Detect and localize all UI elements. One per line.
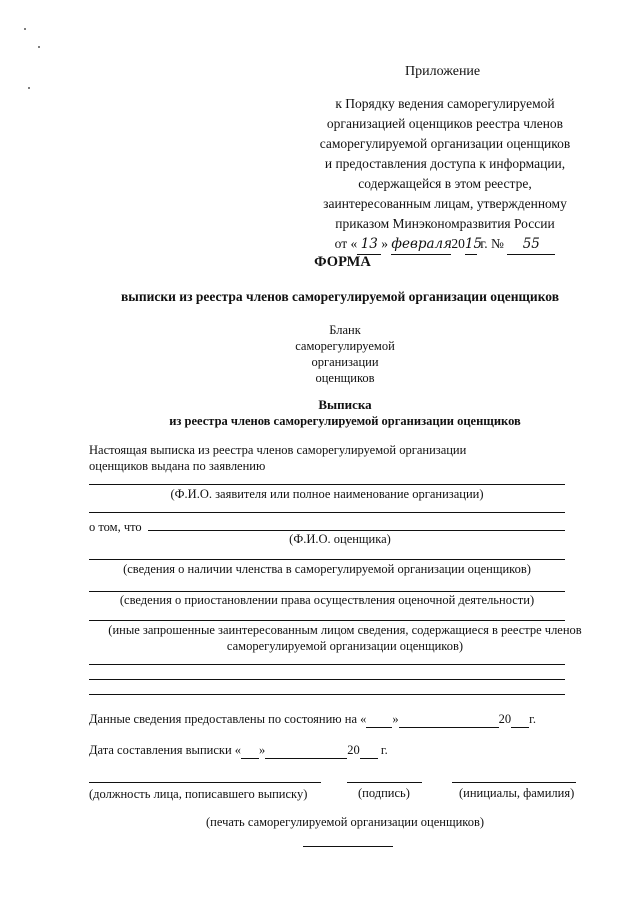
other-info-line-2[interactable] — [89, 679, 565, 680]
order-date-line — [300, 234, 590, 255]
compile-date-line — [89, 743, 388, 759]
year-prefix: 20 — [451, 236, 465, 251]
data-state-year-prefix: 20 — [498, 712, 512, 726]
order-number: 55 — [507, 234, 555, 255]
number-label: г. № — [480, 236, 504, 251]
other-info-field-line[interactable] — [89, 620, 565, 621]
caption-appraiser: (Ф.И.О. оценщика) — [289, 532, 391, 546]
caption-suspension: (сведения о приостановлении права осуществления оценочной деятельности) — [119, 593, 535, 607]
data-state-month-field[interactable] — [399, 712, 499, 728]
caption-applicant: (Ф.И.О. заявителя или полное наименование организации) — [170, 487, 484, 501]
compile-year-field[interactable] — [360, 743, 378, 759]
compile-month-field[interactable] — [265, 743, 347, 759]
appendix-block — [300, 62, 590, 255]
about-field-line[interactable] — [148, 530, 565, 531]
letterhead-line: оценщиков — [315, 371, 375, 385]
data-state-line — [89, 712, 536, 728]
extract-title: Выписка — [318, 397, 372, 412]
appendix-line: организацией оценщиков реестра членов — [326, 116, 564, 131]
order-month: февраля — [391, 234, 451, 255]
applicant-field-line[interactable] — [89, 484, 565, 485]
appendix-line: содержащейся в этом реестре, — [358, 176, 532, 191]
compile-suffix: г. — [380, 743, 388, 757]
caption-name: (инициалы, фамилия) — [459, 786, 575, 800]
form-subtitle: выписки из реестра членов саморегулируемой организации оценщиков — [120, 289, 559, 304]
letterhead-line: саморегулируемой — [295, 339, 395, 353]
other-info-line-1[interactable] — [89, 664, 565, 665]
extract-subtitle: из реестра членов саморегулируемой организации оценщиков — [169, 414, 521, 428]
intro-line: оценщиков выдана по заявлению — [89, 459, 266, 473]
scan-dot — [28, 87, 30, 89]
caption-other-line: (иные запрошенные заинтересованным лицом сведения, содержащиеся в реестре членов — [108, 623, 582, 637]
signature-field-line[interactable] — [347, 782, 422, 783]
caption-other — [80, 622, 610, 654]
letterhead-line: организации — [311, 355, 379, 369]
compile-day-field[interactable] — [241, 743, 259, 759]
appendix-line: и предоставления доступа к информации, — [324, 156, 566, 171]
intro-text — [89, 442, 466, 474]
data-state-day-field[interactable] — [366, 712, 392, 728]
intro-line: Настоящая выписка из реестра членов саморегулируемой организации — [89, 443, 467, 457]
applicant-field-line-2[interactable] — [89, 512, 565, 513]
caption-other-line: саморегулируемой организации оценщиков) — [226, 639, 464, 653]
date-mid: » — [381, 236, 389, 251]
appendix-heading: Приложение — [405, 64, 481, 79]
compile-mid: » — [259, 743, 266, 757]
appendix-line: приказом Минэкономразвития России — [335, 216, 555, 231]
caption-seal: (печать саморегулируемой организации оценщиков) — [205, 815, 485, 829]
appendix-line: к Порядку ведения саморегулируемой — [335, 96, 555, 111]
letterhead-line: Бланк — [329, 323, 361, 337]
order-year: 15 — [465, 234, 477, 255]
other-info-line-3[interactable] — [89, 694, 565, 695]
footer-rule — [303, 846, 393, 847]
suspension-field-line[interactable] — [89, 591, 565, 592]
about-label: о том, что — [89, 520, 142, 534]
data-state-year-field[interactable] — [511, 712, 529, 728]
caption-membership: (сведения о наличии членства в саморегулируемой организации оценщиков) — [123, 562, 531, 576]
letterhead-block — [240, 322, 450, 386]
compile-year-prefix: 20 — [347, 743, 360, 757]
appendix-line: заинтересованным лицам, утвержденному — [323, 196, 567, 211]
order-day: 13 — [357, 234, 381, 255]
date-prefix: от « — [334, 236, 358, 251]
caption-signature: (подпись) — [358, 786, 410, 800]
name-field-line[interactable] — [452, 782, 576, 783]
compile-prefix: Дата составления выписки « — [89, 743, 242, 757]
appendix-line: саморегулируемой организации оценщиков — [319, 136, 571, 151]
scan-dot — [38, 46, 40, 48]
caption-position: (должность лица, пописавшего выписку) — [89, 787, 308, 801]
form-title: ФОРМА — [314, 254, 371, 270]
data-state-mid: » — [392, 712, 399, 726]
position-field-line[interactable] — [89, 782, 321, 783]
data-state-suffix: г. — [529, 712, 536, 726]
scan-dot — [24, 28, 26, 30]
data-state-prefix: Данные сведения предоставлены по состоянию на « — [89, 712, 367, 726]
membership-field-line[interactable] — [89, 559, 565, 560]
